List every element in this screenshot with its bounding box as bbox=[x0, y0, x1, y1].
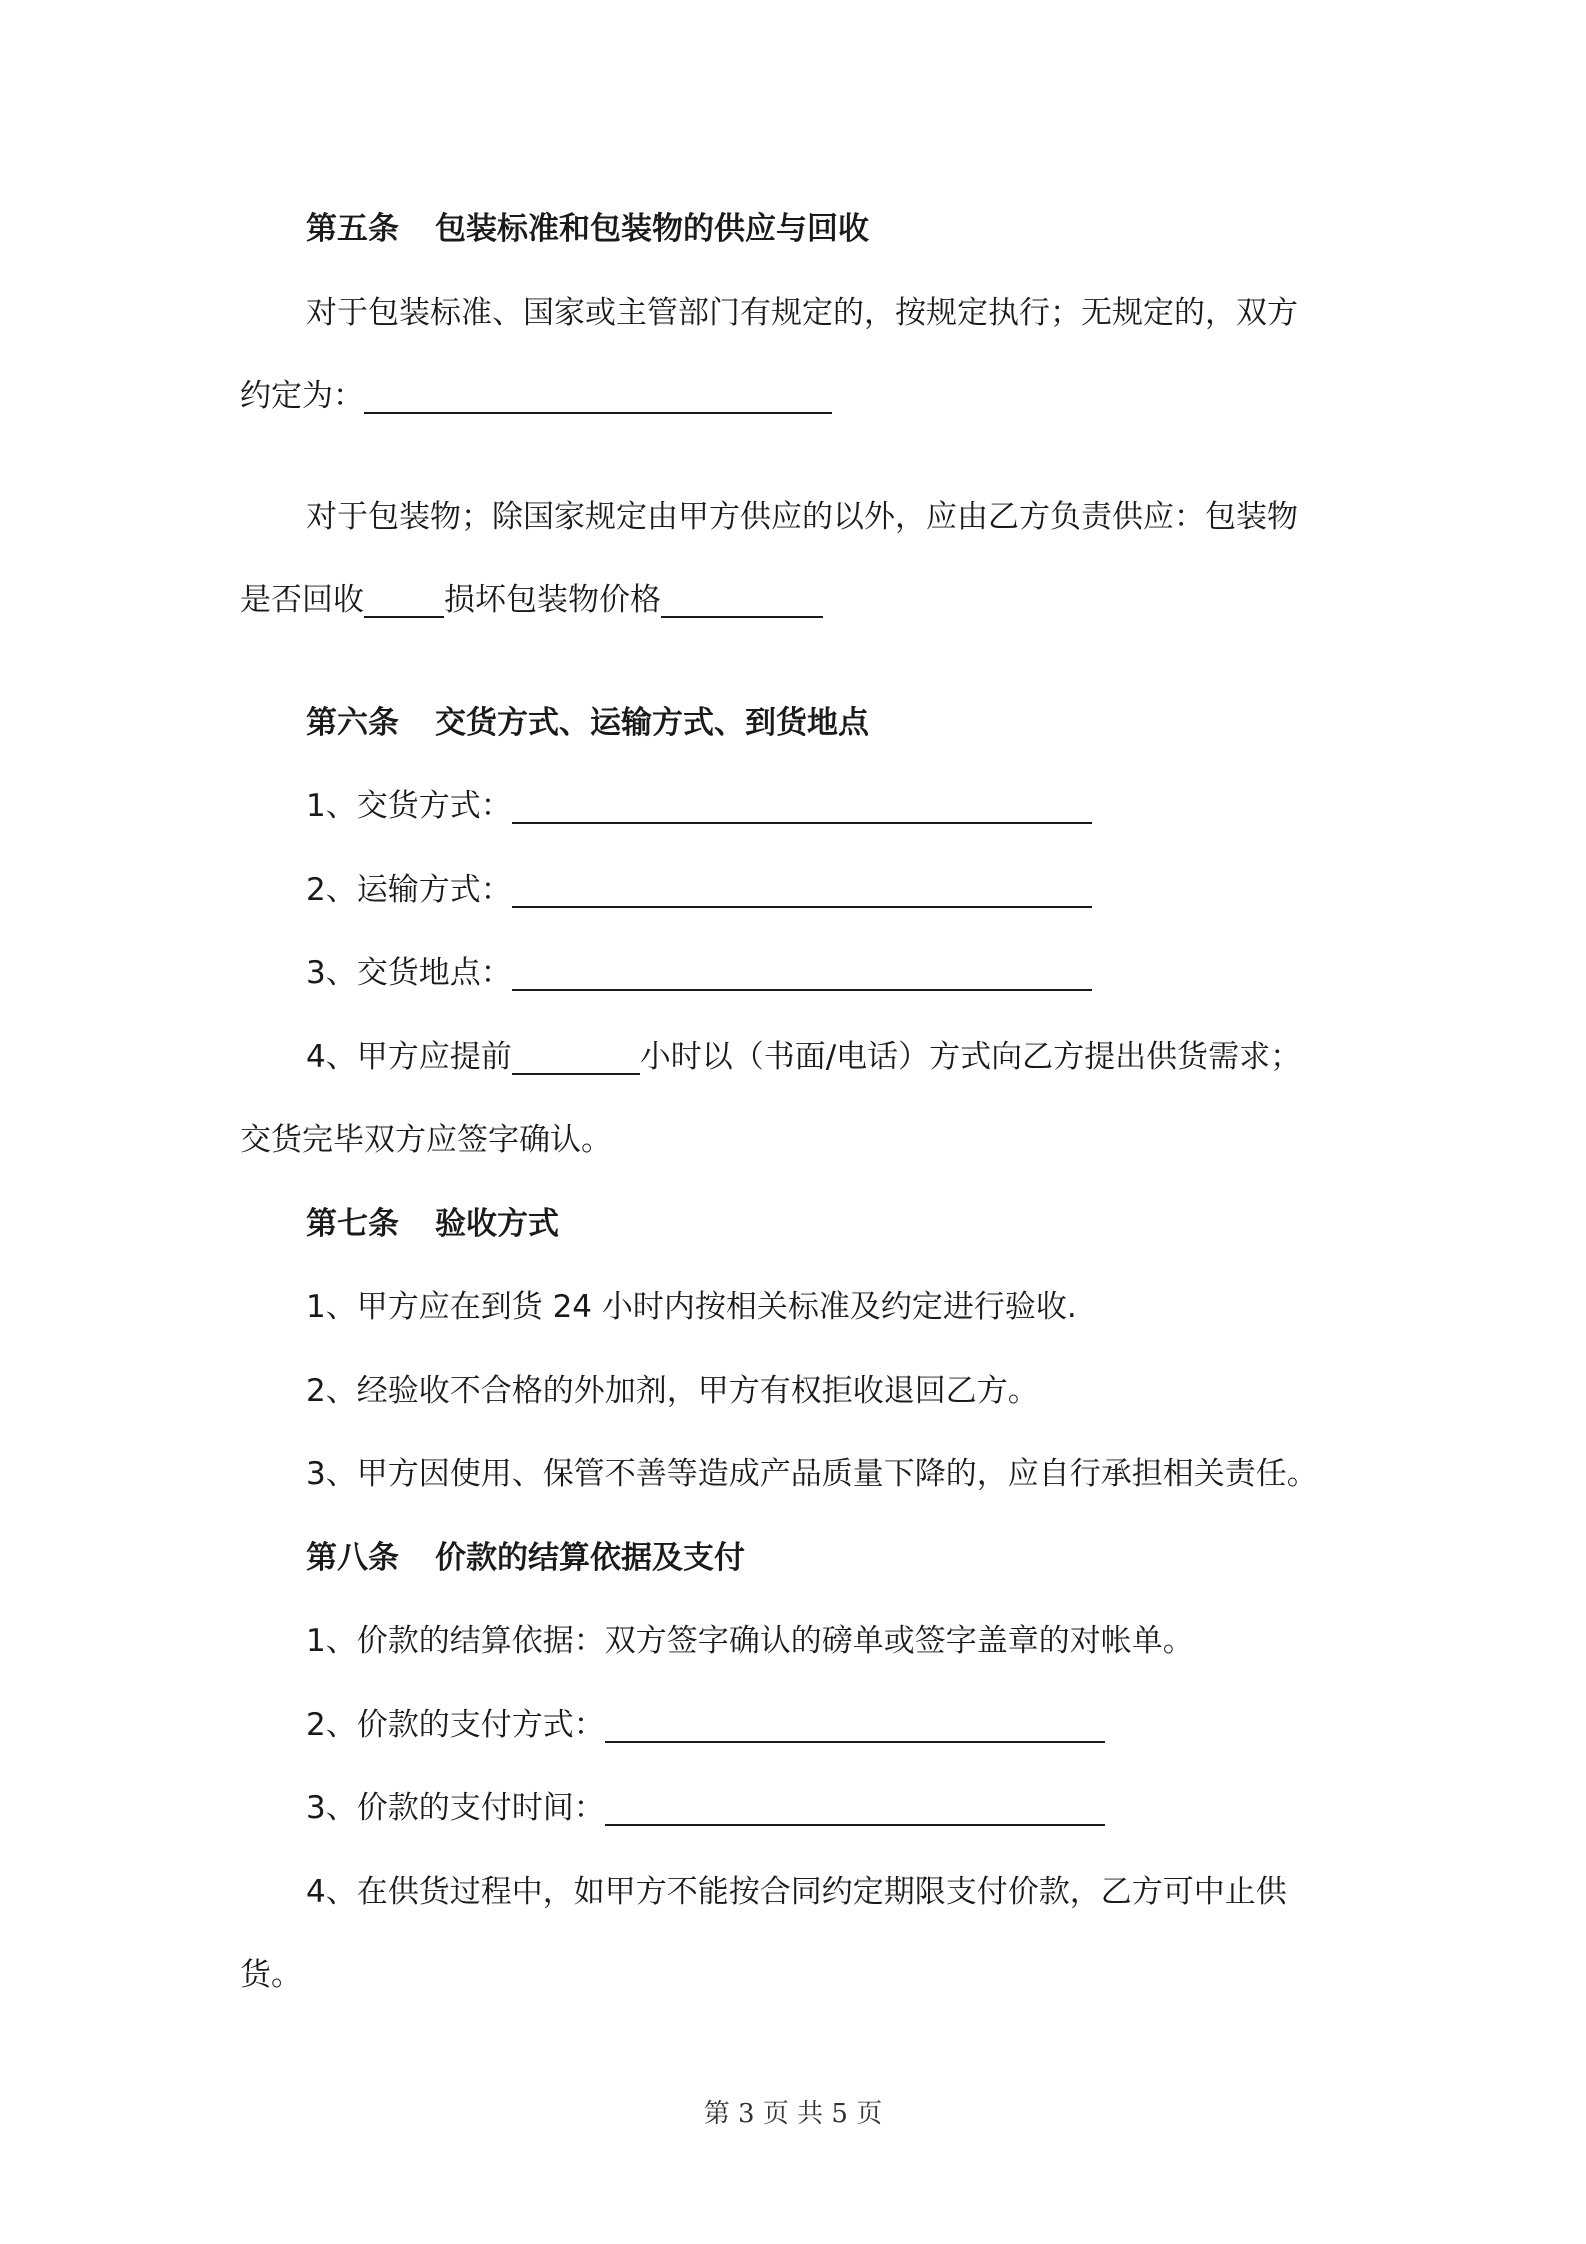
article-title: 价款的结算依据及支付 bbox=[435, 1540, 745, 1576]
article-5-heading bbox=[0, 209, 1586, 249]
paragraph-line: 对于包装标准、国家或主管部门有规定的，按规定执行；无规定的，双方 bbox=[306, 295, 1298, 331]
paragraph-line: 交货完毕双方应签字确认。 bbox=[240, 1122, 612, 1158]
article-6-heading bbox=[0, 703, 1586, 743]
article-number: 第八条 bbox=[306, 1540, 399, 1576]
article-8-heading bbox=[0, 1538, 1586, 1578]
list-item bbox=[0, 1705, 1586, 1745]
fill-in-blank[interactable] bbox=[512, 876, 1092, 908]
fill-in-blank[interactable] bbox=[605, 1711, 1105, 1743]
field-label: 小时以（书面/电话）方式向乙方提出供货需求； bbox=[639, 1039, 1302, 1075]
field-label: 3、价款的支付时间： bbox=[306, 1790, 605, 1826]
article-number: 第六条 bbox=[306, 705, 399, 741]
field-label: 2、价款的支付方式： bbox=[306, 1707, 605, 1743]
fill-in-blank[interactable] bbox=[661, 586, 823, 618]
paragraph-line bbox=[0, 376, 1586, 416]
field-label: 2、运输方式： bbox=[306, 872, 512, 908]
field-label: 3、交货地点： bbox=[306, 955, 512, 991]
article-number: 第七条 bbox=[306, 1206, 399, 1242]
list-item bbox=[0, 953, 1586, 993]
list-item: 1、甲方应在到货 24 小时内按相关标准及约定进行验收. bbox=[306, 1289, 1077, 1325]
page-number: 第 3 页 共 5 页 bbox=[703, 2099, 883, 2129]
field-label: 4、甲方应提前 bbox=[306, 1039, 512, 1075]
fill-in-blank[interactable] bbox=[512, 1043, 640, 1075]
list-item: 4、在供货过程中，如甲方不能按合同约定期限支付价款，乙方可中止供 bbox=[306, 1874, 1287, 1910]
article-7-heading bbox=[0, 1204, 1586, 1244]
list-item bbox=[0, 1037, 1586, 1077]
fill-in-blank[interactable] bbox=[364, 382, 832, 414]
article-title: 验收方式 bbox=[435, 1206, 559, 1242]
paragraph-line bbox=[0, 580, 1586, 620]
fill-in-blank[interactable] bbox=[605, 1794, 1105, 1826]
list-item bbox=[0, 1788, 1586, 1828]
list-item bbox=[0, 870, 1586, 910]
fill-in-blank[interactable] bbox=[364, 586, 444, 618]
paragraph-line: 货。 bbox=[240, 1957, 302, 1993]
fill-in-blank[interactable] bbox=[512, 959, 1092, 991]
list-item: 3、甲方因使用、保管不善等造成产品质量下降的，应自行承担相关责任。 bbox=[306, 1456, 1318, 1492]
article-title: 交货方式、运输方式、到货地点 bbox=[435, 705, 869, 741]
field-label: 1、交货方式： bbox=[306, 788, 512, 824]
article-title: 包装标准和包装物的供应与回收 bbox=[435, 211, 869, 247]
field-label: 约定为： bbox=[240, 378, 364, 414]
fill-in-blank[interactable] bbox=[512, 792, 1092, 824]
field-label: 是否回收 bbox=[240, 582, 364, 618]
list-item: 1、价款的结算依据：双方签字确认的磅单或签字盖章的对帐单。 bbox=[306, 1623, 1194, 1659]
article-number: 第五条 bbox=[306, 211, 399, 247]
field-label: 损坏包装物价格 bbox=[444, 582, 661, 618]
paragraph-line: 对于包装物；除国家规定由甲方供应的以外，应由乙方负责供应：包装物 bbox=[306, 499, 1298, 535]
list-item bbox=[0, 786, 1586, 826]
list-item: 2、经验收不合格的外加剂，甲方有权拒收退回乙方。 bbox=[306, 1373, 1039, 1409]
